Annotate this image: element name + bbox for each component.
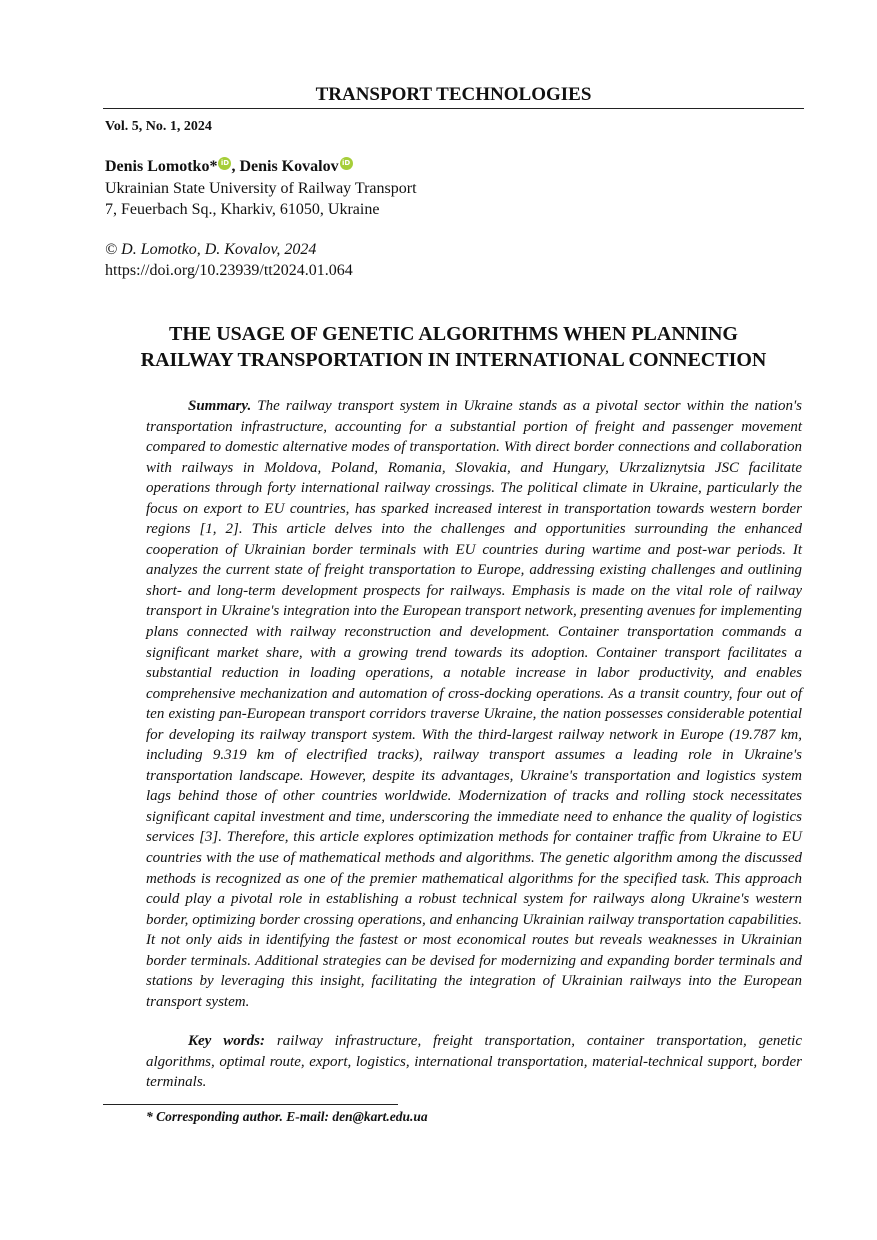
keywords-label: Key words: <box>188 1033 265 1049</box>
summary-text: The railway transport system in Ukraine stands as a pivotal sector within the nation's transportation infrastructure, accounting for a substantial portion of freight and passenger movement compared to domestic alternative modes of transportation. With direct border connections and collaboration with railways in Moldova, Poland, Romania, Slovakia, and Hungary, Ukrzaliznytsia JSC facilitate operations through forty international railway crossings. The political climate in Ukraine, particularly the focus on export to EU countries, has sparked increased interest in transportation towards western border regions [1, 2]. This article delves into the challenges and opportunities surrounding the enhanced cooperation of Ukrainian border terminals with EU countries during wartime and post-war periods. It analyzes the current state of freight transportation to Europe, addressing existing challenges and outlining short- and long-term development prospects for railways. Emphasis is made on the vital role of railway transport in Ukraine's integration into the European transport network, presenting avenues for implementing plans connected with railway reconstruction and development. Container transportation commands a significant market share, with a growing trend towards its adoption. Container transport facilitates a substantial reduction in loading operations, a notable increase in labor productivity, and enables comprehensive mechanization and automation of cross-docking operations. As a transit country, four out of ten existing pan-European transport corridors traverse Ukraine, the nation possesses considerable potential for developing its railway transport system. With the third-largest railway network in Europe (19.787 km, including 9.319 km of electrified tracks), railway transport assumes a leading role in Ukraine's transportation landscape. However, despite its advantages, Ukraine's transportation and logistics system lags behind those of other countries worldwide. Modernization of tracks and rolling stock necessitates significant capital investment and time, underscoring the immediate need to enhance the quality of logistics services [3]. Therefore, this article explores optimization methods for container traffic from Ukraine to EU countries with the use of mathematical methods and algorithms. The genetic algorithm among the discussed methods is recognized as one of the premier mathematical algorithms for the specified task. This approach could play a pivotal role in establishing a robust technical system for railways along Ukraine's western border, optimizing border crossing operations, and enhancing Ukrainian railway transportation capabilities. It not only aids in identifying the fastest or most economical routes but reveals weaknesses in Ukrainian border terminals. Additional strategies can be devised for modernizing and expanding border terminals and stations by leveraging this insight, facilitating the integration of Ukrainian railways into the European transport system. <box>146 398 803 1010</box>
volume-info: Vol. 5, No. 1, 2024 <box>105 119 212 134</box>
author-name: Denis Kovalov <box>239 158 339 175</box>
summary-label: Summary. <box>188 398 252 414</box>
footnote-divider <box>103 1104 398 1105</box>
summary-paragraph <box>146 396 802 1012</box>
corresponding-author-footnote: * Corresponding author. E-mail: den@kart.edu.ua <box>146 1109 428 1124</box>
author-name: Denis Lomotko* <box>105 158 218 175</box>
copyright-block <box>105 239 353 281</box>
orcid-icon[interactable]: iD <box>218 157 231 170</box>
affiliation <box>105 178 417 220</box>
journal-header <box>103 84 804 109</box>
author-list <box>105 156 353 177</box>
affiliation-address: 7, Feuerbach Sq., Kharkiv, 61050, Ukraine <box>105 201 380 218</box>
keywords-text: railway infrastructure, freight transportation, container transportation, genetic algorithms, optimal route, export, logistics, international transportation, material-technical support, border terminals. <box>146 1033 803 1090</box>
paper-title <box>103 321 804 373</box>
journal-name: TRANSPORT TECHNOLOGIES <box>315 84 592 105</box>
author-separator: , <box>231 158 240 175</box>
keywords-paragraph <box>146 1031 802 1093</box>
affiliation-institution: Ukrainian State University of Railway Transport <box>105 180 417 197</box>
paper-title-line: THE USAGE OF GENETIC ALGORITHMS WHEN PLANNING <box>169 323 738 345</box>
paper-title-line: RAILWAY TRANSPORTATION IN INTERNATIONAL CONNECTION <box>140 349 767 371</box>
orcid-icon[interactable]: iD <box>340 157 353 170</box>
doi-link[interactable]: https://doi.org/10.23939/tt2024.01.064 <box>105 262 353 279</box>
copyright-text: © D. Lomotko, D. Kovalov, 2024 <box>105 241 317 258</box>
